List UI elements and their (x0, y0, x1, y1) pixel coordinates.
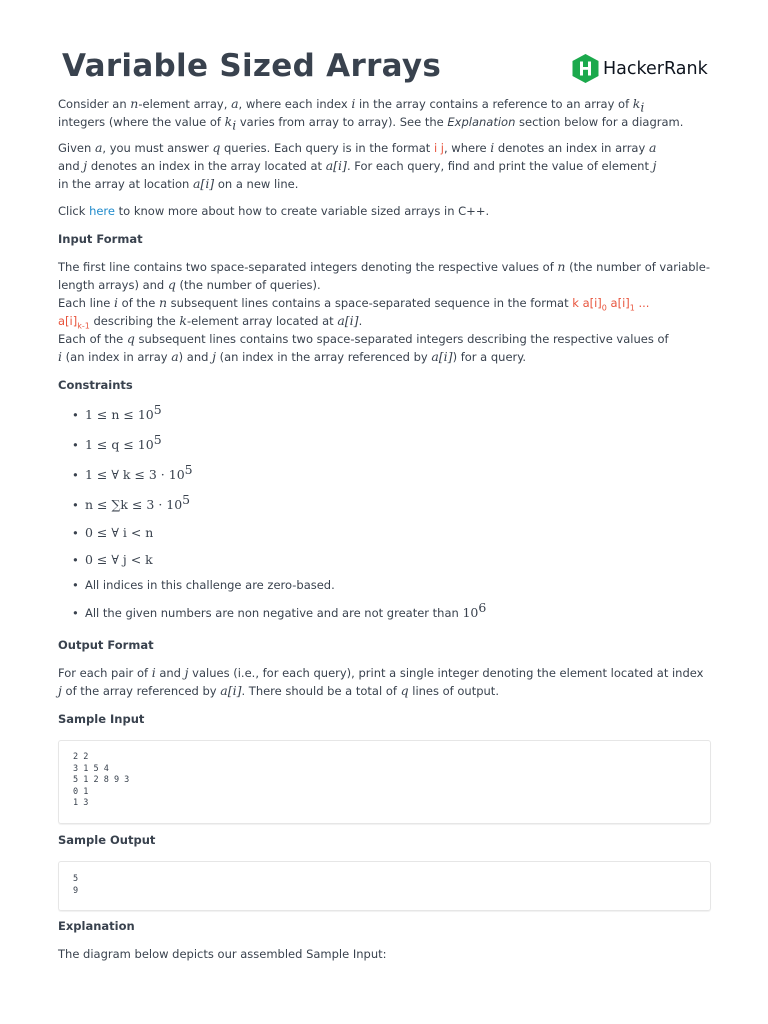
hackerrank-hex-icon (571, 53, 600, 84)
constraint-item (72, 521, 710, 548)
math-a-i: a[i] (192, 176, 215, 191)
math-n: n (130, 96, 139, 111)
text: Each line (58, 296, 114, 310)
text: ) and (178, 350, 213, 364)
text: integers (where the value of (58, 115, 225, 129)
text: (the number of queries). (175, 278, 321, 292)
math-j: j (184, 665, 189, 680)
text: values (i.e., for each query), print a single integer denoting the element located at index (188, 666, 704, 680)
constraint-text: All the given numbers are non negative and are not greater than (85, 606, 463, 620)
sample-output-block[interactable]: 5 9 (58, 861, 711, 911)
input-format-heading: Input Format (58, 232, 143, 246)
math-sup: 5 (153, 432, 162, 448)
text: in the array at location (58, 177, 193, 191)
text: . (358, 314, 363, 328)
text: describing the (89, 314, 180, 328)
explanation-text: The diagram below depicts our assembled Sample Input: (58, 947, 387, 961)
code-part: a[i] (606, 296, 630, 310)
text: in the array contains a reference to an array of (355, 97, 633, 111)
math-k: k (179, 313, 187, 328)
input-format-body (58, 258, 710, 366)
sample-input-block[interactable]: 2 2 3 1 5 4 5 1 2 8 9 3 0 1 1 3 (58, 740, 711, 824)
given-paragraph (58, 139, 710, 193)
text: and (58, 159, 84, 173)
output-format-heading: Output Format (58, 638, 154, 652)
math-j: j (212, 349, 216, 364)
text: of the (118, 296, 159, 310)
math-j: j (652, 158, 657, 173)
inline-code: i j (433, 141, 444, 155)
text: on a new line. (214, 177, 299, 191)
math-constraint: 0 ≤ ∀ j < k (85, 552, 153, 567)
constraint-item (72, 403, 710, 433)
math-q: q (400, 683, 409, 698)
page-title: Variable Sized Arrays (62, 48, 442, 84)
text: subsequent lines contains a space-separated sequence in the format (167, 296, 573, 310)
code-sub: k-1 (77, 321, 90, 331)
text: Given (58, 141, 95, 155)
here-link[interactable]: here (89, 204, 115, 218)
math-a-i: a[i] (325, 158, 347, 173)
math-constraint: 0 ≤ ∀ i < n (85, 525, 154, 540)
math-j: j (58, 683, 62, 698)
text: , you must answer (102, 141, 213, 155)
math-sup: 5 (153, 402, 162, 418)
constraint-text: All indices in this challenge are zero-based. (85, 578, 335, 592)
intro-paragraph (58, 95, 710, 131)
math-n: n (158, 295, 167, 310)
math-q: q (167, 277, 176, 292)
text: , where (443, 141, 491, 155)
math-a: a (94, 140, 103, 155)
text: denotes an index in array (494, 141, 649, 155)
text: section below for a diagram. (515, 115, 684, 129)
math-a-i: a[i] (337, 313, 359, 328)
math-k: k (632, 96, 641, 111)
code-part: k a[i] (572, 296, 602, 310)
constraints-heading: Constraints (58, 378, 133, 392)
constraints-list (58, 403, 710, 627)
text: (the number of variable-length arrays) and (58, 260, 710, 292)
math-constraint: n ≤ ∑k ≤ 3 · 10 (85, 497, 183, 512)
math-a: a (231, 96, 239, 111)
explanation-heading: Explanation (58, 919, 135, 933)
math-constraint: 1 ≤ q ≤ 10 (85, 437, 154, 452)
text: (an index in array (62, 350, 172, 364)
math-sup: 5 (182, 492, 191, 508)
math-a: a (171, 349, 179, 364)
math-j: j (83, 158, 88, 173)
math-k: k (224, 114, 233, 129)
math-a-i: a[i] (431, 349, 453, 364)
code-part: ... (634, 296, 650, 310)
math-sub-i: i (232, 117, 237, 133)
output-format-body (58, 664, 710, 700)
text: ) for a query. (452, 350, 527, 364)
code-sub: 0 (601, 303, 607, 313)
sample-output-heading: Sample Output (58, 833, 156, 847)
constraint-item (72, 601, 710, 627)
text: Consider an (58, 97, 131, 111)
text: The first line contains two space-separated integers denoting the respective values of (58, 260, 558, 274)
math-sub-i: i (640, 99, 645, 115)
math-i: i (114, 295, 118, 310)
code-sub: 1 (629, 303, 635, 313)
text: subsequent lines contains two space-separated integers describing the respective values of (134, 332, 669, 346)
constraint-item (72, 493, 710, 521)
text: For each pair of (58, 666, 152, 680)
code-part: a[i] (58, 314, 78, 328)
text: of the array referenced by (61, 684, 221, 698)
constraint-item (72, 573, 710, 601)
text: lines of output. (408, 684, 499, 698)
text: (an index in the array referenced by (215, 350, 432, 364)
text: -element array located at (186, 314, 338, 328)
constraint-item (72, 433, 710, 463)
text: queries. Each query is in the format (220, 141, 434, 155)
text: , where each index (238, 97, 352, 111)
math-a-i: a[i] (220, 683, 242, 698)
math-sup: 5 (184, 462, 193, 478)
problem-statement (58, 95, 710, 963)
math-sup: 6 (478, 600, 487, 616)
math-q: q (126, 331, 135, 346)
text: . There should be a total of (241, 684, 401, 698)
text: to know more about how to create variable sized arrays in C++. (114, 204, 490, 218)
text: and (155, 666, 185, 680)
hackerrank-logo[interactable] (571, 53, 708, 84)
math-constraint: 1 ≤ ∀ k ≤ 3 · 10 (85, 467, 185, 482)
math-a: a (648, 140, 657, 155)
explanation-ref: Explanation (447, 115, 516, 129)
text: -element array, (138, 97, 232, 111)
math-i: i (351, 96, 356, 111)
math-n: n (557, 259, 566, 274)
text: . For each query, find and print the value of element (346, 159, 653, 173)
math-constraint: 10 (462, 605, 479, 620)
text: denotes an index in the array located at (87, 159, 326, 173)
text: varies from array to array). See the (236, 115, 448, 129)
constraint-item (72, 548, 710, 573)
brand-name: HackerRank (603, 58, 708, 79)
math-i: i (490, 140, 495, 155)
math-constraint: 1 ≤ n ≤ 10 (85, 407, 154, 422)
text: Each of the (58, 332, 127, 346)
click-paragraph (58, 202, 710, 220)
constraint-item (72, 463, 710, 493)
math-q: q (212, 140, 221, 155)
math-i: i (58, 349, 62, 364)
text: Click (58, 204, 90, 218)
math-i: i (151, 665, 156, 680)
sample-input-heading: Sample Input (58, 712, 145, 726)
